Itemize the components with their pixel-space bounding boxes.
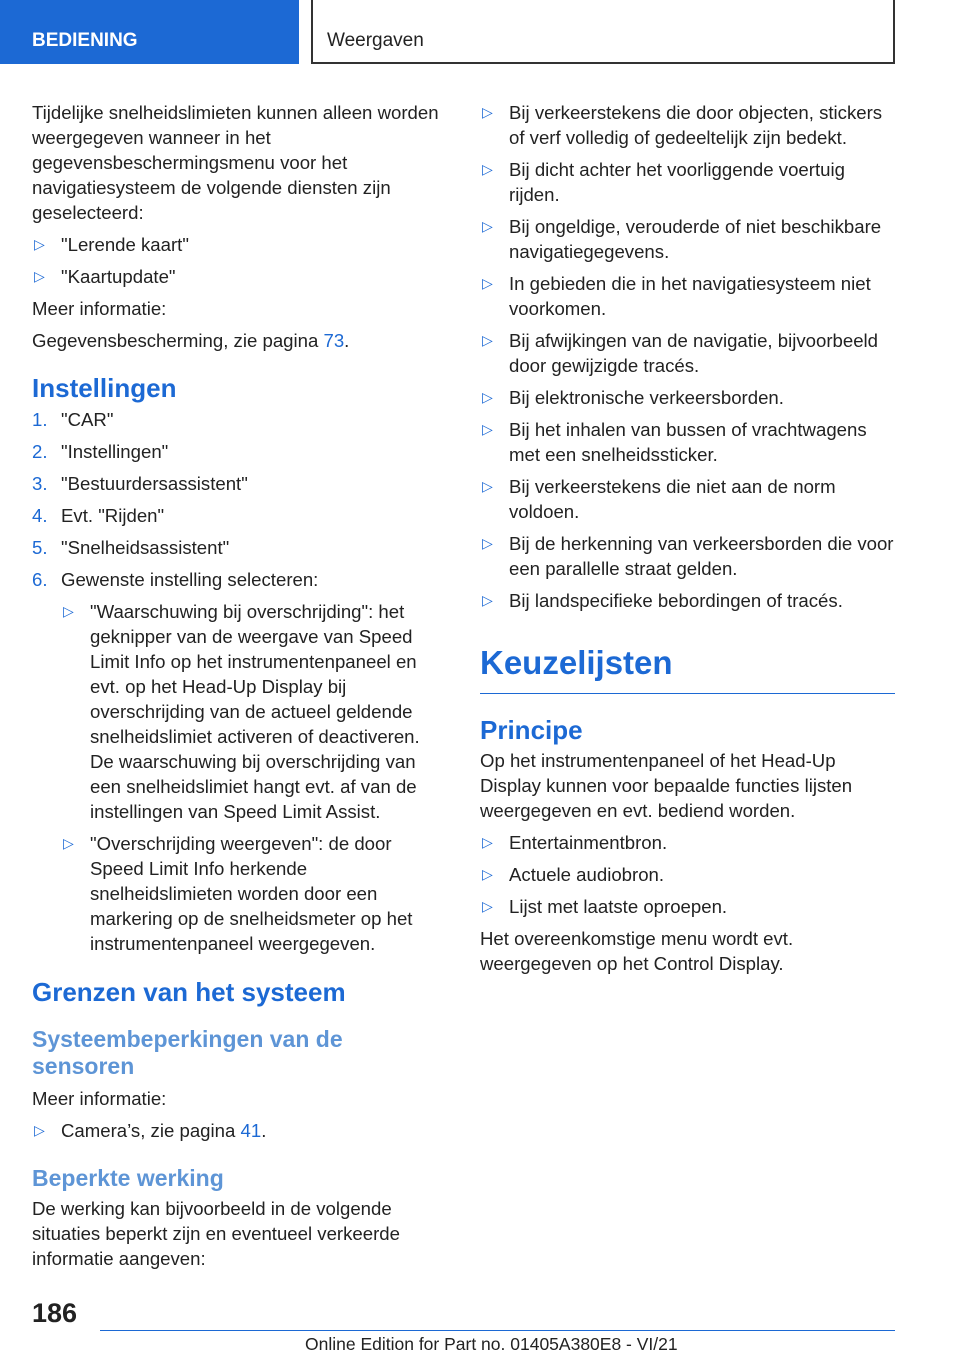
triangle-bullet-icon: ▷: [482, 275, 493, 291]
triangle-bullet-icon: ▷: [482, 389, 493, 405]
list-item: ▷ Bij dicht achter het voorliggende voertuig rijden.: [482, 159, 845, 205]
list-item: ▷ Bij ongeldige, verouderde of niet beschikbare navigatiegegevens.: [482, 216, 882, 262]
list-item: ▷ Bij het inhalen van bussen of vrachtwagens met een snelheidssticker.: [482, 419, 867, 465]
triangle-bullet-icon: ▷: [482, 104, 493, 120]
triangle-bullet-icon: ▷: [482, 898, 493, 914]
instellingen-heading: Instellingen: [32, 373, 177, 403]
chapter-tab: BEDIENING: [0, 0, 299, 64]
beperkte-text: De werking kan bijvoorbeeld in de volgende situaties beperkt zijn en eventueel verkeerde informatie aangeven:: [32, 1198, 400, 1269]
intro-text: Tijdelijke snelheidslimieten kunnen alleen worden weergegeven wanneer in het gegevensbeschermingsmenu voor het navigatiesysteem de volgende diensten zijn geselecteerd:: [32, 102, 439, 223]
principe-text: Op het instrumentenpaneel of het Head-Up Display kunnen voor bepaalde functies lijsten weergegeven en evt. bediend worden.: [480, 750, 853, 821]
step-item: 6. Gewenste instelling selecteren: ▷ "Waarschuwing bij overschrijding": het geknipper van de weergave van Speed Limit Info op het instrumentenpaneel en evt. op het Head-Up Display bij overschrijding van de actueel geldende snelheidslimiet activeren of deactiveren. De waarschuwing bij overschrijding van een snelheidslimiet hangt evt. af van de instellingen van Speed Limit Assist. ▷ "Overschrijding weergeven": de door Speed Limit Info herkende snelheidslimieten worden door een markering op de snelheidsmeter op het instrumentenpaneel weergegeven.: [32, 567, 446, 956]
triangle-bullet-icon: ▷: [482, 478, 493, 494]
right-column: [480, 100, 894, 983]
triangle-bullet-icon: ▷: [482, 592, 493, 608]
step-item: 2. "Instellingen": [32, 441, 169, 462]
list-item: ▷ Bij elektronische verkeersborden.: [482, 387, 784, 408]
list-item: ▷ Bij de herkenning van verkeersborden die voor een parallelle straat gelden.: [482, 533, 894, 579]
list-item: ▷ Bij afwijkingen van de navigatie, bijvoorbeeld door gewijzigde tracés.: [482, 330, 879, 376]
list-item: ▷ "Kaartupdate": [34, 266, 176, 287]
grenzen-heading: Grenzen van het systeem: [32, 977, 346, 1007]
triangle-bullet-icon: ▷: [482, 332, 493, 348]
list-item: ▷ Lijst met laatste oproepen.: [482, 896, 728, 917]
triangle-bullet-icon: ▷: [63, 835, 74, 851]
list-item: ▷ Entertainmentbron.: [482, 832, 668, 853]
list-item: ▷ Camera’s, zie pagina 41.: [34, 1120, 267, 1141]
triangle-bullet-icon: ▷: [482, 218, 493, 234]
beperkte-heading: Beperkte werking: [32, 1165, 224, 1191]
step-item: 4. Evt. "Rijden": [32, 505, 165, 526]
footer-rule: [100, 1330, 895, 1331]
reference-line: Gegevensbescherming, zie pagina 73.: [32, 330, 350, 351]
page-link-73[interactable]: 73: [323, 330, 345, 351]
more-info-label: Meer informatie:: [32, 1088, 167, 1109]
camera-list: [32, 1118, 446, 1143]
more-info-label: Meer informatie:: [32, 298, 167, 319]
triangle-bullet-icon: ▷: [482, 535, 493, 551]
services-list: [32, 232, 446, 289]
steps-list: [32, 407, 446, 956]
triangle-bullet-icon: ▷: [482, 421, 493, 437]
closing-text: Het overeenkomstige menu wordt evt. weergegeven op het Control Display.: [480, 928, 794, 974]
footer-edition: Online Edition for Part no. 01405A380E8 - VI/21: [305, 1334, 678, 1354]
sensoren-heading: Systeembeperkingen van de sensoren: [32, 1026, 343, 1079]
triangle-bullet-icon: ▷: [482, 161, 493, 177]
triangle-bullet-icon: ▷: [34, 268, 45, 284]
triangle-bullet-icon: ▷: [34, 236, 45, 252]
section-rule: [480, 693, 895, 694]
list-item: ▷ Bij verkeerstekens die door objecten, stickers of verf volledig of gedeeltelijk zijn bedekt.: [482, 102, 883, 148]
list-item: ▷ "Waarschuwing bij overschrijding": het geknipper van de weergave van Speed Limit Info op het instrumentenpaneel en evt. op het Head-Up Display bij overschrijding van de actueel geldende snelheidslimiet activeren of deactiveren. De waarschuwing bij overschrijding van een snelheidslimiet hangt evt. af van de instellingen van Speed Limit Assist.: [63, 601, 420, 822]
step-item: 5. "Snelheidsassistent": [32, 537, 230, 558]
triangle-bullet-icon: ▷: [63, 603, 74, 619]
list-item: ▷ Bij landspecifieke bebordingen of tracés.: [482, 590, 843, 611]
step-item: 1. "CAR": [32, 409, 114, 430]
lists-list: [480, 830, 894, 919]
situations-list: [480, 100, 894, 613]
list-item: ▷ Bij verkeerstekens die niet aan de norm voldoen.: [482, 476, 836, 522]
principe-heading: Principe: [480, 715, 583, 745]
page-link-41[interactable]: 41: [240, 1120, 262, 1141]
triangle-bullet-icon: ▷: [34, 1122, 45, 1138]
page-number: 186: [32, 1298, 78, 1328]
keuzelijsten-heading: Keuzelijsten: [480, 644, 673, 681]
triangle-bullet-icon: ▷: [482, 866, 493, 882]
list-item: ▷ "Lerende kaart": [34, 234, 189, 255]
section-title: Weergaven: [311, 0, 895, 64]
list-item: ▷ "Overschrijding weergeven": de door Speed Limit Info herkende snelheidslimieten worden door een markering op de snelheidsmeter op het instrumentenpaneel weergegeven.: [63, 833, 413, 954]
triangle-bullet-icon: ▷: [482, 834, 493, 850]
step-item: 3. "Bestuurdersassistent": [32, 473, 248, 494]
settings-sublist: [61, 599, 446, 956]
list-item: ▷ Actuele audiobron.: [482, 864, 665, 885]
list-item: ▷ In gebieden die in het navigatiesysteem niet voorkomen.: [482, 273, 871, 319]
left-column: [32, 100, 446, 1278]
